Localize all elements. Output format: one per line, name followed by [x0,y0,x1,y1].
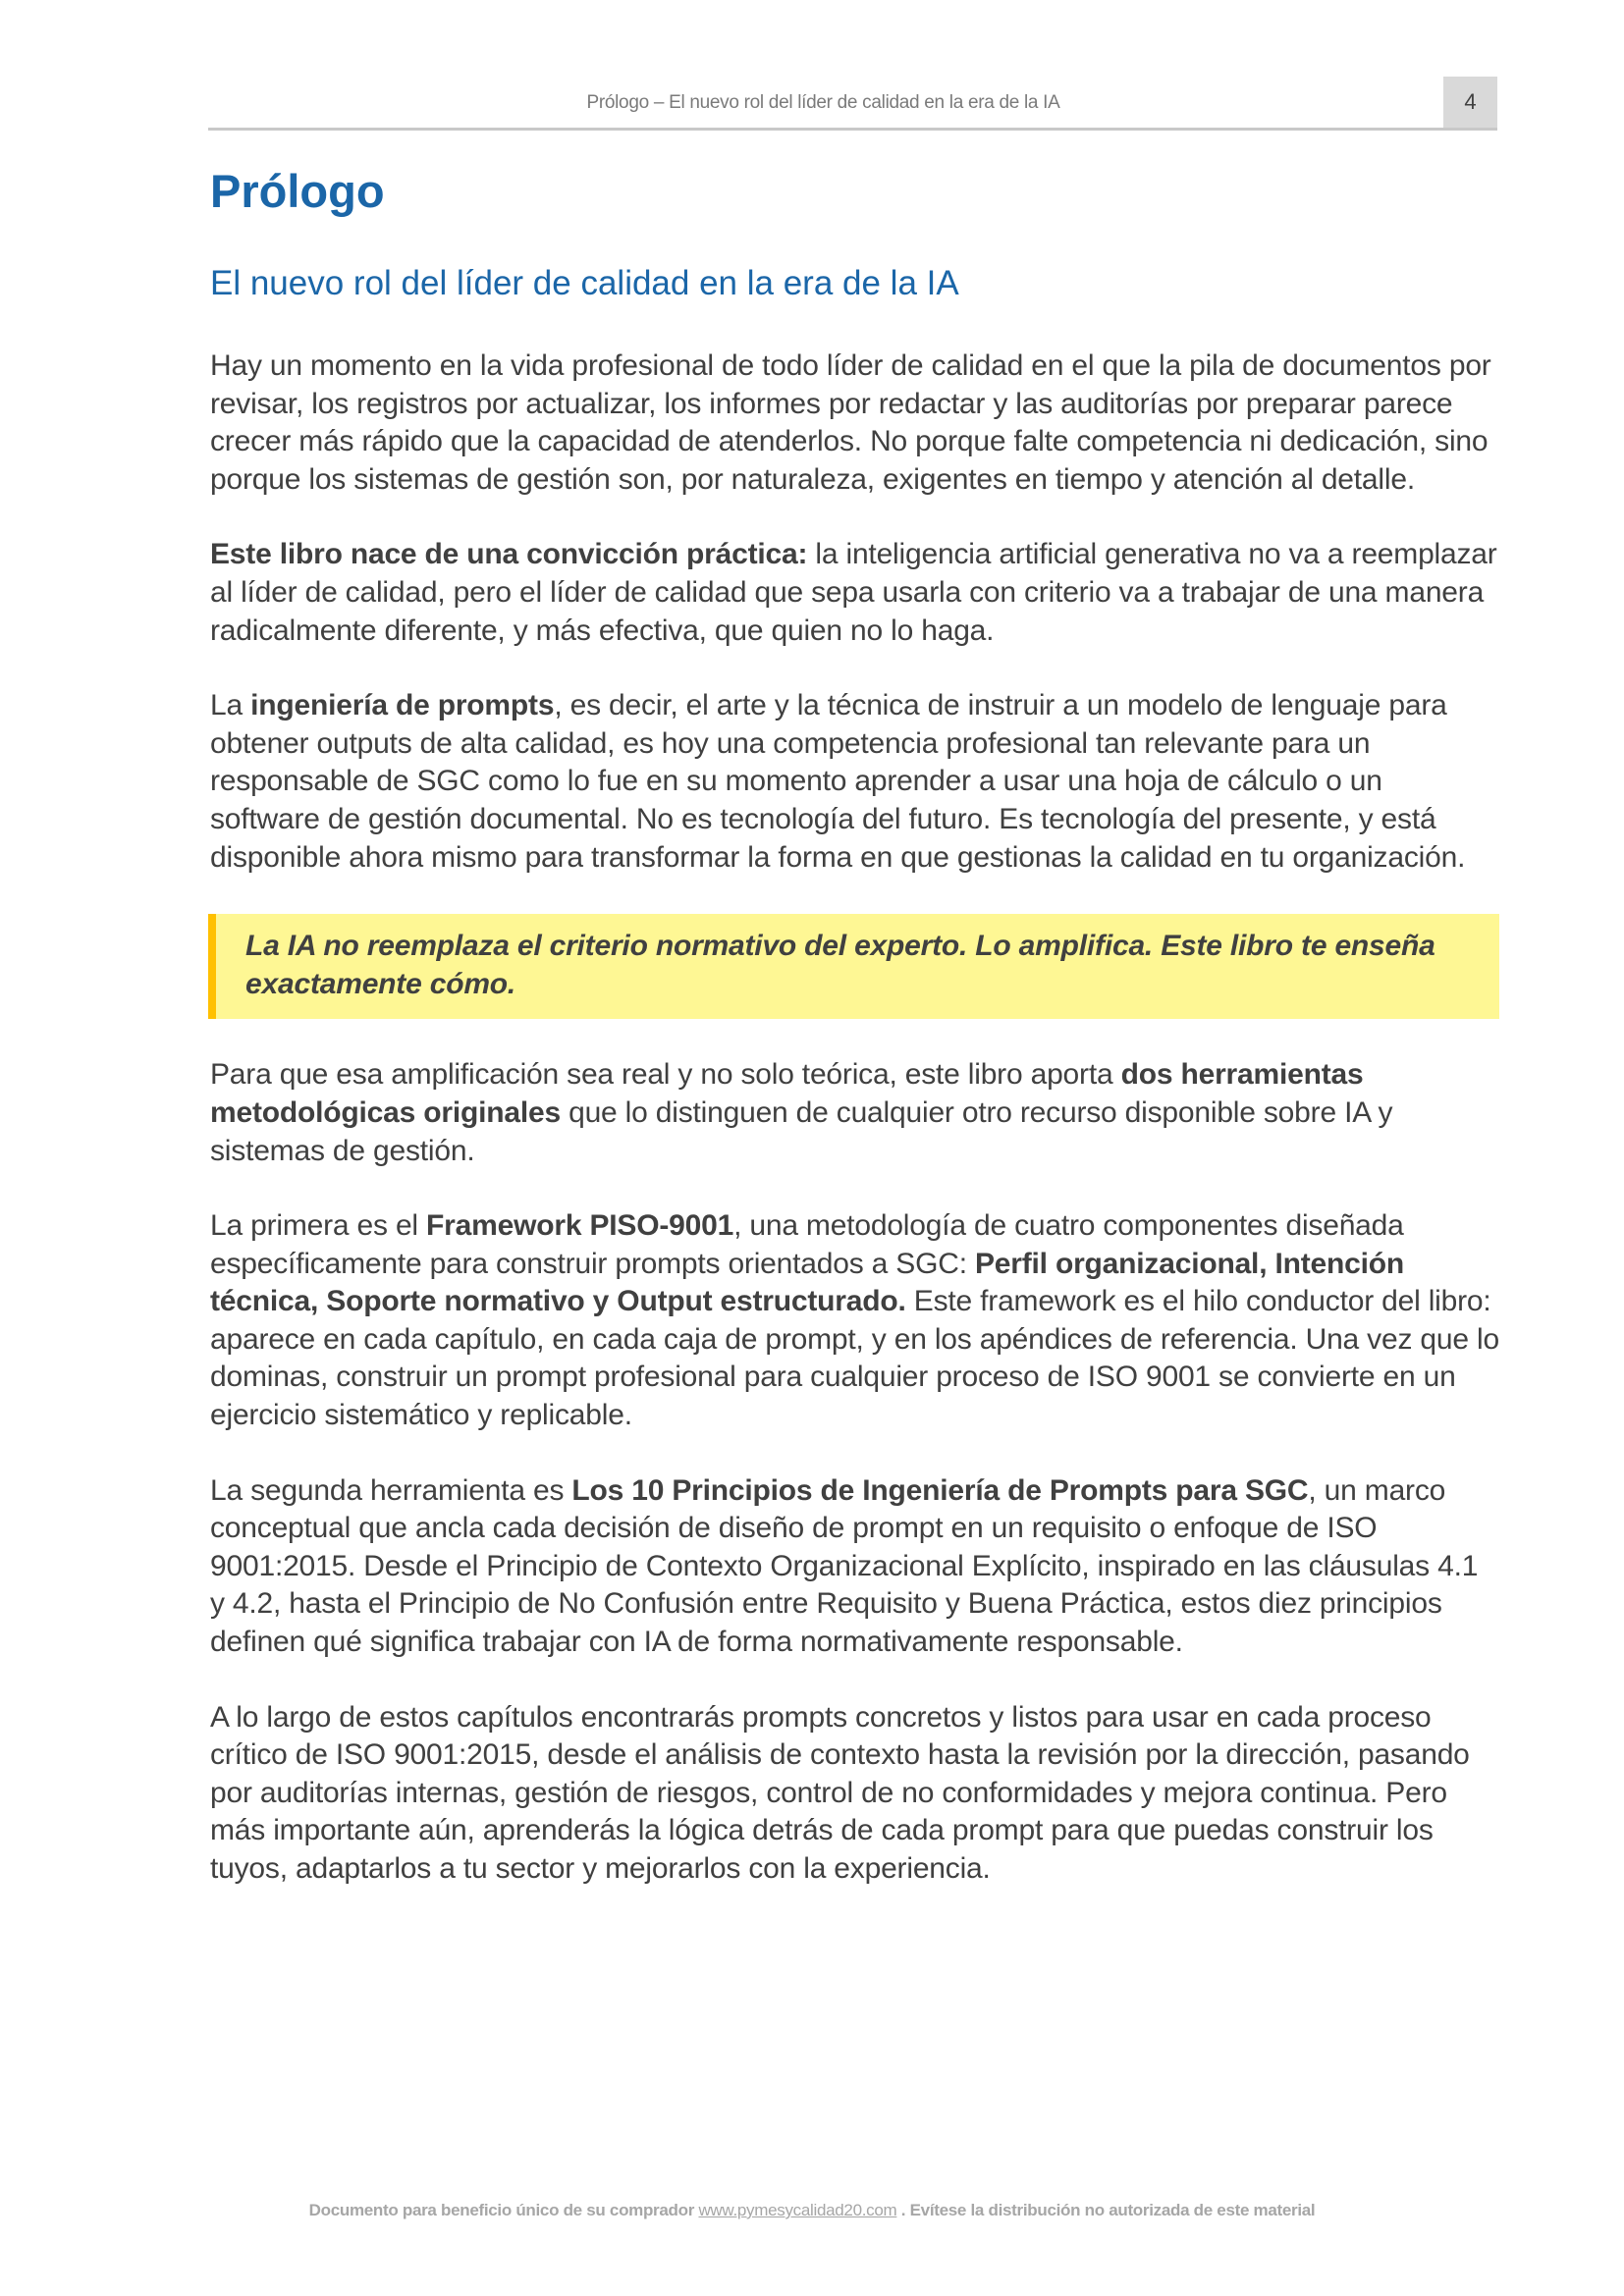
callout-text: La IA no reemplaza el criterio normativo del experto. Lo amplifica. Este libro te enseña exactamente cómo. [245,930,1435,1000]
bold-phrase: Los 10 Principios de Ingeniería de Prompts para SGC [571,1473,1309,1507]
text-run: La primera es el [210,1209,427,1243]
text-run: que lo distinguen de cualquier otro recurso disponible sobre IA y sistemas de gestión. [210,1095,1393,1167]
text-run: La segunda herramienta es [210,1473,572,1507]
section-subtitle: El nuevo rol del líder de calidad en la era de la IA [210,264,959,302]
footer-text: . Evítese la distribución no autorizada de este material [896,2201,1316,2219]
text-run: , un marco conceptual que ancla cada decisión de diseño de prompt en un requisito o enfoque de ISO 9001:2015. Desde el Principio de Contexto Organizacional Explícito, inspirado en las cláusulas 4.1 y 4.2, hasta el Principio de No Confusión entre Requisito y Buena Práctica, estos diez principios definen qué significa trabajar con IA de forma normativamente responsable. [210,1473,1479,1659]
text-run: Este framework es el hilo conductor del libro: aparece en cada capítulo, en cada caja de prompt, y en los apéndices de referencia. Una vez que lo dominas, construir un prompt profesional para cualquier proceso de ISO 9001 se convierte en un ejercicio sistemático y replicable. [210,1285,1499,1432]
paragraph-tools [210,1056,1499,1170]
page-title: Prólogo [210,165,385,217]
footer-text: Documento para beneficio único de su comprador [308,2201,699,2219]
paragraph-closing: A lo largo de estos capítulos encontrarás prompts concretos y listos para usar en cada proceso crítico de ISO 9001:2015, desde el análisis de contexto hasta la revisión por la dirección, pasando por auditorías internas, gestión de riesgos, control de no conformidades y mejora continua. Pero más importante aún, aprenderás la lógica detrás de cada prompt para que puedas construir los tuyos, adaptarlos a tu sector y mejorarlos con la experiencia. [210,1700,1470,1885]
bold-phrase: Perfil organizacional, Intención técnica, Soporte normativo y Output estructurado. [210,1247,1404,1318]
page-content [210,157,1499,1889]
highlight-callout [208,914,1499,1019]
running-title: Prólogo – El nuevo rol del líder de calidad en la era de la IA [586,92,1060,113]
page-footer [0,2201,1624,2220]
paragraph-intro: Hay un momento en la vida profesional de todo líder de calidad en el que la pila de documentos por revisar, los registros por actualizar, los informes por redactar y las auditorías por preparar parece crecer más rápido que la capacidad de atenderlos. No porque falte competencia ni dedicación, sino porque los sistemas de gestión son, por naturaleza, exigentes en tiempo y atención al detalle. [210,349,1491,496]
bold-phrase: Framework PISO-9001 [426,1209,734,1243]
paragraph-framework [210,1207,1499,1435]
bold-phrase: dos herramientas metodológicas originales [210,1058,1364,1129]
paragraph-prompt-engineering [210,687,1499,877]
text-run: , una metodología de cuatro componentes diseñada específicamente para construir prompts orientados a SGC: [210,1209,1404,1280]
paragraph-principles [210,1472,1499,1662]
bold-phrase: Este libro nace de una convicción práctica: [210,538,808,571]
page-header [208,77,1497,131]
text-run: Para que esa amplificación sea real y no solo teórica, este libro aporta [210,1058,1121,1092]
text-run: La [210,689,251,722]
text-run: , es decir, el arte y la técnica de instruir a un modelo de lenguaje para obtener outputs de alta calidad, es hoy una competencia profesional tan relevante para un responsable de SGC como lo fue en su momento aprender a usar una hoja de cálculo o un software de gestión documental. No es tecnología del futuro. Es tecnología del presente, y está disponible ahora mismo para transformar la forma en que gestionas la calidad en tu organización. [210,689,1466,874]
page-number: 4 [1443,77,1497,128]
footer-link[interactable]: www.pymesycalidad20.com [698,2201,897,2219]
bold-phrase: ingeniería de prompts [250,689,555,722]
paragraph-conviction [210,536,1499,650]
text-run: la inteligencia artificial generativa no va a reemplazar al líder de calidad, pero el líder de calidad que sepa usarla con criterio va a trabajar de una manera radicalmente diferente, y más efectiva, que quien no lo haga. [210,538,1497,647]
